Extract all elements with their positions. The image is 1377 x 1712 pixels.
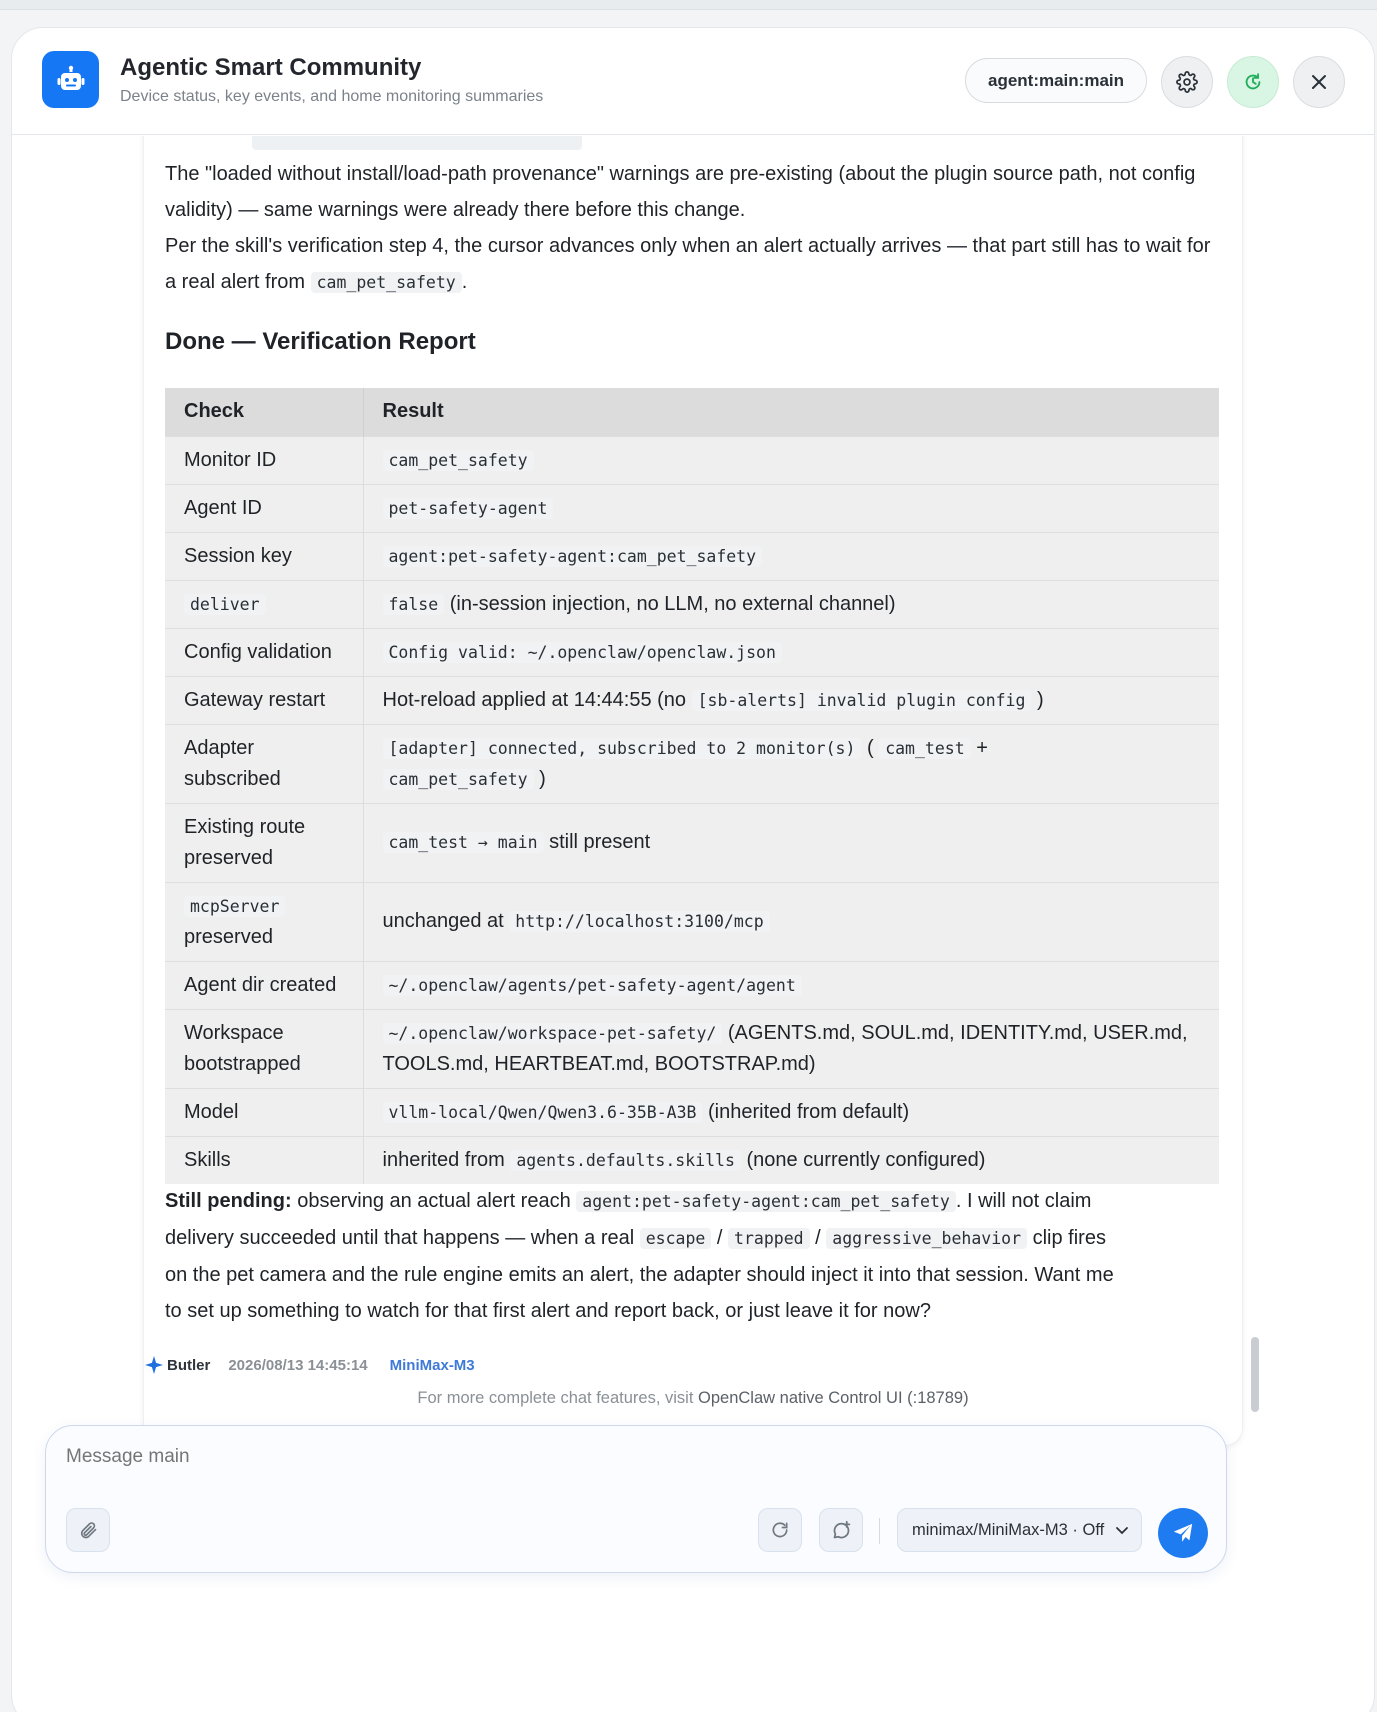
chat-header	[12, 28, 1374, 135]
inline-code: aggressive_behavior	[826, 1228, 1027, 1249]
check-cell: Existing route preserved	[165, 803, 363, 882]
message-timestamp: 2026/08/13 14:45:14	[228, 1356, 368, 1374]
result-cell	[363, 803, 1219, 882]
check-cell: Agent dir created	[165, 961, 363, 1009]
inline-code: cam_test	[879, 738, 970, 759]
report-heading: Done — Verification Report	[165, 328, 476, 355]
control-ui-link[interactable]: OpenClaw native Control UI (:18789)	[698, 1389, 969, 1407]
inline-code: [adapter] connected, subscribed to 2 monitor(s)	[383, 738, 862, 759]
inline-code: cam_test → main	[383, 832, 544, 853]
text: )	[539, 767, 546, 790]
text: Per the skill's verification step 4, the cursor advances only when an alert actually arrives — that part still has to wait for a real alert from	[165, 235, 1211, 293]
check-cell: Monitor ID	[165, 436, 363, 484]
inline-code: ~/.openclaw/agents/pet-safety-agent/agent	[383, 975, 802, 996]
table-row	[165, 436, 1219, 484]
cut-off-code	[252, 136, 582, 150]
regenerate-icon	[770, 1520, 790, 1540]
inline-code: agent:pet-safety-agent:cam_pet_safety	[576, 1191, 956, 1212]
model-selector[interactable]	[897, 1508, 1142, 1552]
message-meta	[145, 1356, 475, 1374]
pending-label: Still pending:	[165, 1190, 292, 1212]
check-cell: Config validation	[165, 628, 363, 676]
page-title: Agentic Smart Community	[120, 54, 422, 81]
table-row	[165, 1088, 1219, 1136]
result-cell	[363, 882, 1219, 961]
text: (none currently configured)	[746, 1148, 986, 1171]
attach-button[interactable]	[66, 1508, 110, 1552]
text: /	[716, 1227, 723, 1249]
text: (inherited from default)	[708, 1100, 910, 1123]
inline-code: [sb-alerts] invalid plugin config	[692, 690, 1032, 711]
text: Hot-reload applied at 14:44:55 (no	[382, 688, 687, 711]
text: clip fires on the pet camera and the rule engine emits an alert, the adapter should inject it into that session. Want me to set up something to watch for that first alert and report back, or just leave it for now?	[165, 1227, 1114, 1322]
text: still present	[549, 831, 651, 853]
settings-button[interactable]	[1161, 56, 1213, 108]
table-row	[165, 1136, 1219, 1184]
paperclip-icon	[78, 1520, 98, 1540]
result-cell	[363, 532, 1219, 580]
check-cell	[165, 882, 363, 961]
chevron-down-icon	[1114, 1522, 1130, 1538]
column-header: Check	[165, 388, 363, 436]
close-button[interactable]	[1293, 56, 1345, 108]
text: (in-session injection, no LLM, no external channel)	[449, 592, 896, 615]
top-strip	[0, 0, 1377, 10]
inline-code: pet-safety-agent	[383, 498, 554, 519]
check-cell: Workspace bootstrapped	[165, 1009, 363, 1088]
toolbar-divider	[879, 1518, 880, 1544]
check-cell: Adapter subscribed	[165, 724, 363, 803]
result-cell	[363, 676, 1219, 724]
message-input[interactable]	[66, 1446, 966, 1468]
inline-code: agent:pet-safety-agent:cam_pet_safety	[383, 546, 763, 567]
result-cell	[363, 628, 1219, 676]
text: unchanged at	[382, 910, 504, 932]
inline-code: mcpServer	[184, 896, 285, 917]
inline-code: false	[383, 594, 445, 615]
message-list[interactable]	[12, 136, 1374, 1586]
refresh-button[interactable]	[1227, 56, 1279, 108]
text: +	[976, 736, 988, 759]
result-cell	[363, 484, 1219, 532]
text: inherited from	[382, 1148, 505, 1171]
text: (AGENTS.md, SOUL.md, IDENTITY.md, USER.md, TOOLS.md, HEARTBEAT.md, BOOTSTRAP.md)	[382, 1021, 1188, 1075]
message-author: Butler	[167, 1356, 211, 1374]
inline-code: trapped	[728, 1228, 810, 1249]
column-header: Result	[363, 388, 1219, 436]
table-row	[165, 532, 1219, 580]
scrollbar-thumb[interactable]	[1251, 1337, 1259, 1412]
send-icon	[1172, 1522, 1194, 1544]
send-button[interactable]	[1158, 1508, 1208, 1558]
table-row	[165, 580, 1219, 628]
inline-code: cam_pet_safety	[311, 272, 462, 293]
new-chat-icon	[831, 1520, 852, 1541]
table-row	[165, 724, 1219, 803]
session-selector[interactable]: agent:main:main	[965, 58, 1147, 103]
verification-table	[165, 388, 1219, 1184]
refresh-icon	[1242, 71, 1264, 93]
table-row	[165, 961, 1219, 1009]
regenerate-button[interactable]	[758, 1508, 802, 1552]
table-row	[165, 484, 1219, 532]
table-row	[165, 803, 1219, 882]
text: )	[1037, 688, 1044, 711]
table-header-row	[165, 388, 1219, 436]
table-row	[165, 676, 1219, 724]
close-icon	[1309, 72, 1329, 92]
message-paragraph: The "loaded without install/load-path provenance" warnings are pre-existing (about the plugin source path, not config validity) — same warnings were already there before this change.	[165, 163, 1196, 221]
text: .	[461, 271, 468, 293]
inline-code: escape	[640, 1228, 712, 1249]
page-subtitle: Device status, key events, and home monitoring summaries	[120, 88, 544, 105]
inline-code: Config valid: ~/.openclaw/openclaw.json	[383, 642, 782, 663]
check-cell: Agent ID	[165, 484, 363, 532]
result-cell	[363, 436, 1219, 484]
inline-code: cam_pet_safety	[383, 450, 534, 471]
result-cell	[363, 1136, 1219, 1184]
inline-code: deliver	[184, 594, 266, 615]
result-cell	[363, 580, 1219, 628]
inline-code: http://localhost:3100/mcp	[509, 911, 769, 932]
text: . I will not claim delivery succeeded until that happens — when a real	[165, 1190, 1092, 1249]
text: /	[815, 1227, 821, 1249]
message-composer	[45, 1425, 1227, 1573]
table-row	[165, 1009, 1219, 1088]
text: preserved	[184, 925, 273, 948]
message-paragraph	[165, 228, 1225, 301]
new-chat-button[interactable]	[819, 1508, 863, 1552]
text: For more complete chat features, visit	[417, 1389, 699, 1407]
inline-code: cam_pet_safety	[383, 769, 534, 790]
text: observing an actual alert reach	[297, 1190, 571, 1212]
message-model: MiniMax-M3	[389, 1356, 475, 1374]
table-row	[165, 628, 1219, 676]
inline-code: agents.defaults.skills	[510, 1150, 741, 1171]
chat-panel	[11, 27, 1375, 1712]
model-selector-label: minimax/MiniMax-M3 · Off	[912, 1520, 1105, 1539]
result-cell	[363, 724, 1219, 803]
table-row	[165, 882, 1219, 961]
pending-paragraph	[165, 1183, 1120, 1329]
agent-logo	[42, 51, 99, 108]
result-cell	[363, 961, 1219, 1009]
gear-icon	[1176, 71, 1198, 93]
check-cell: Skills	[165, 1136, 363, 1184]
check-cell	[165, 580, 363, 628]
check-cell: Model	[165, 1088, 363, 1136]
result-cell	[363, 1009, 1219, 1088]
robot-icon	[56, 65, 86, 95]
sparkle-icon	[145, 1356, 163, 1374]
text: (	[866, 736, 874, 759]
check-cell: Session key	[165, 532, 363, 580]
inline-code: vllm-local/Qwen/Qwen3.6-35B-A3B	[383, 1102, 703, 1123]
check-cell: Gateway restart	[165, 676, 363, 724]
footer-note	[12, 1389, 1374, 1408]
result-cell	[363, 1088, 1219, 1136]
inline-code: ~/.openclaw/workspace-pet-safety/	[383, 1023, 723, 1044]
